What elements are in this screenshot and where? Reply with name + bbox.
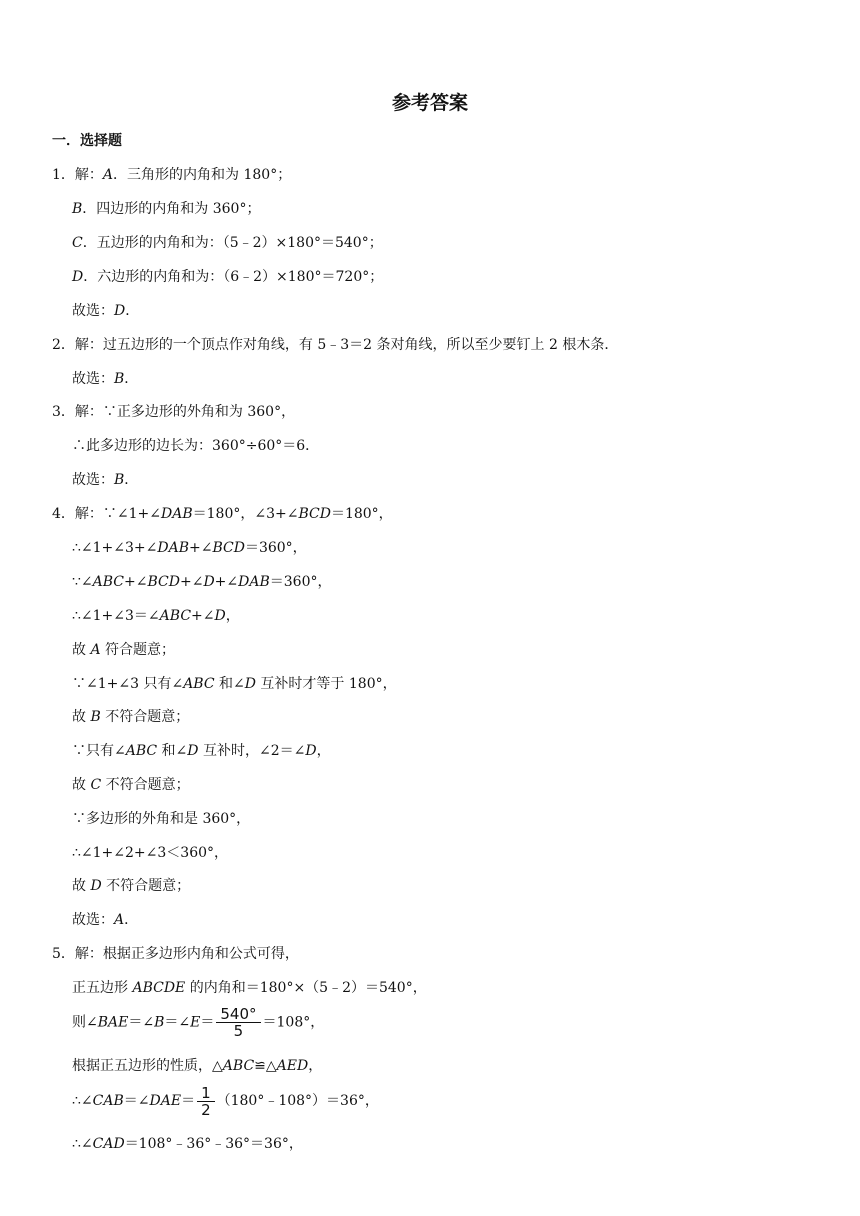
- text: 不符合题意；: [101, 777, 190, 793]
- math-var: D: [214, 608, 226, 624]
- math-var: BAE: [97, 1014, 129, 1031]
- text: ＝108°﹣36°﹣36°＝36°，: [124, 1136, 303, 1152]
- math-var: BCD: [212, 540, 245, 556]
- q4-line-1: [52, 504, 393, 524]
- text: +∠: [189, 540, 213, 556]
- text: ．四边形的内角和为 360°；: [82, 201, 261, 217]
- text: 和∠: [214, 676, 245, 692]
- q2-line-1: 2．解：过五边形的一个顶点作对角线，有 5﹣3＝2 条对角线，所以至少要钉上 2 根木条．: [52, 337, 619, 353]
- text: 符合题意；: [100, 642, 176, 658]
- text: ，: [316, 743, 331, 759]
- text: ＝: [181, 1093, 196, 1109]
- text: ＝360°，: [269, 574, 332, 590]
- option-letter: D: [72, 269, 84, 285]
- math-var: BCD: [147, 574, 180, 590]
- text: 故选：: [72, 303, 114, 319]
- text: 1．解：: [52, 167, 103, 183]
- q4-line-8: [72, 741, 331, 761]
- q5-line-2: [72, 978, 427, 998]
- q5-line-4: [72, 1056, 322, 1076]
- option-letter: C: [72, 235, 83, 251]
- text: ＝: [200, 1014, 215, 1031]
- q4-line-11: ∴∠1+∠2+∠3＜360°，: [72, 845, 229, 861]
- text: 4．解：∵∠1+∠: [52, 506, 162, 522]
- q4-line-5: [72, 640, 175, 660]
- text: +∠: [124, 574, 148, 590]
- math-var: D: [244, 676, 256, 692]
- math-var: DAE: [149, 1093, 182, 1109]
- text: 根据正五边形的性质，△: [72, 1058, 223, 1074]
- option-letter: A: [114, 912, 125, 928]
- fraction-numerator: 540°: [216, 1006, 260, 1023]
- option-letter: D: [114, 303, 126, 319]
- text: ，: [225, 608, 240, 624]
- text: ．: [124, 371, 139, 387]
- math-var: DAB: [157, 540, 189, 556]
- fraction-denominator: 2: [201, 1100, 211, 1119]
- text: ，: [308, 1058, 323, 1074]
- text: ≌△: [254, 1058, 277, 1074]
- option-letter: C: [90, 777, 102, 793]
- text: 故选：: [72, 472, 114, 488]
- q4-line-13: [72, 910, 138, 930]
- q5-line-1: 5．解：根据正多边形内角和公式可得，: [52, 946, 299, 962]
- text: ∵只有∠: [72, 743, 126, 759]
- option-letter: B: [114, 371, 125, 387]
- fraction: [216, 1006, 260, 1039]
- math-var: CAB: [92, 1093, 124, 1109]
- option-letter: A: [90, 642, 101, 658]
- text: ．三角形的内角和为 180°；: [113, 167, 292, 183]
- text: （180°﹣108°）＝36°，: [216, 1093, 379, 1109]
- text: 不符合题意；: [100, 709, 190, 725]
- fraction-numerator: 1: [197, 1085, 215, 1102]
- math-var: D: [203, 574, 215, 590]
- fraction: [197, 1085, 215, 1118]
- text: 不符合题意；: [101, 878, 191, 894]
- math-var: ABC: [183, 676, 215, 692]
- math-var: ABC: [92, 574, 125, 590]
- text: ．五边形的内角和为：（5﹣2）×180°＝540°；: [82, 235, 383, 251]
- math-var: BCD: [298, 506, 331, 522]
- q1-line-3: [72, 233, 383, 253]
- text: ＝108°，: [262, 1014, 325, 1031]
- text: ＝∠: [128, 1014, 155, 1031]
- math-var: ABC: [222, 1058, 255, 1074]
- q1-line-1: [52, 165, 291, 185]
- q4-line-4: [72, 606, 240, 626]
- q3-line-2: ∴此多边形的边长为：360°÷60°＝6．: [72, 438, 320, 454]
- text: ＝360°，: [244, 540, 307, 556]
- text: 故: [72, 709, 91, 725]
- text: ∵∠: [72, 574, 93, 590]
- math-var: CAD: [92, 1136, 125, 1152]
- math-var: ABC: [159, 608, 192, 624]
- q4-line-12: [72, 876, 190, 896]
- math-var: AED: [276, 1058, 309, 1074]
- text: ∴∠: [72, 1136, 93, 1152]
- text: 故: [72, 642, 91, 658]
- option-letter: B: [90, 709, 101, 725]
- text: 故选：: [72, 371, 114, 387]
- text: ．: [124, 472, 139, 488]
- math-var: D: [187, 743, 199, 759]
- text: ．六边形的内角和为：（6﹣2）×180°＝720°；: [83, 269, 384, 285]
- text: +∠: [179, 574, 204, 590]
- q3-line-3: [72, 470, 138, 490]
- q4-line-10: ∵多边形的外角和是 360°，: [72, 811, 251, 827]
- text: 则∠: [72, 1014, 98, 1031]
- text: ∴∠1+∠3+∠: [72, 540, 158, 556]
- math-var: DAB: [238, 574, 270, 590]
- text: ＝180°，: [330, 506, 393, 522]
- q2-line-2: [72, 369, 138, 389]
- fraction-denominator: 5: [233, 1022, 244, 1040]
- math-var: B: [154, 1014, 165, 1031]
- text: 故选：: [72, 912, 114, 928]
- text: ∵∠1+∠3 只有∠: [72, 676, 184, 692]
- q1-line-4: [72, 267, 383, 287]
- math-var: D: [305, 743, 317, 759]
- text: ＝180°，∠3+∠: [192, 506, 299, 522]
- text: 和∠: [157, 743, 188, 759]
- option-letter: D: [90, 878, 102, 894]
- text: ∴∠1+∠3＝∠: [72, 608, 160, 624]
- q5-line-6: [72, 1134, 303, 1154]
- math-var: E: [190, 1014, 201, 1031]
- text: 的内角和＝180°×（5﹣2）＝540°，: [185, 980, 427, 996]
- text: 互补时才等于 180°，: [255, 676, 397, 692]
- text: ＝∠: [123, 1093, 150, 1109]
- q4-line-9: [72, 775, 190, 795]
- q4-line-7: [72, 707, 189, 727]
- q4-line-3: [72, 572, 332, 592]
- text: ．: [125, 303, 140, 319]
- text: 故: [72, 878, 91, 894]
- page-title: 参考答案: [391, 92, 468, 114]
- q4-line-2: [72, 538, 307, 558]
- math-var: DAB: [161, 506, 193, 522]
- math-var: ABC: [125, 743, 158, 759]
- option-letter: A: [102, 167, 114, 183]
- text: 正五边形: [72, 980, 133, 996]
- section-heading: 一．选择题: [52, 133, 122, 149]
- option-letter: B: [72, 201, 83, 217]
- text: 互补时，∠2＝∠: [198, 743, 306, 759]
- text: +∠: [214, 574, 239, 590]
- q3-line-1: 3．解：∵正多边形的外角和为 360°，: [52, 404, 296, 420]
- q5-line-3: [72, 1006, 324, 1039]
- math-var: ABCDE: [132, 980, 186, 996]
- option-letter: B: [114, 472, 125, 488]
- text: ＝∠: [164, 1014, 191, 1031]
- text: 故: [72, 777, 91, 793]
- q4-line-6: [72, 674, 397, 694]
- text: ∴∠: [72, 1093, 93, 1109]
- q5-line-5: [72, 1084, 379, 1118]
- q1-line-2: [72, 199, 260, 219]
- text: +∠: [191, 608, 215, 624]
- q1-line-5: [72, 301, 139, 321]
- text: ．: [124, 912, 139, 928]
